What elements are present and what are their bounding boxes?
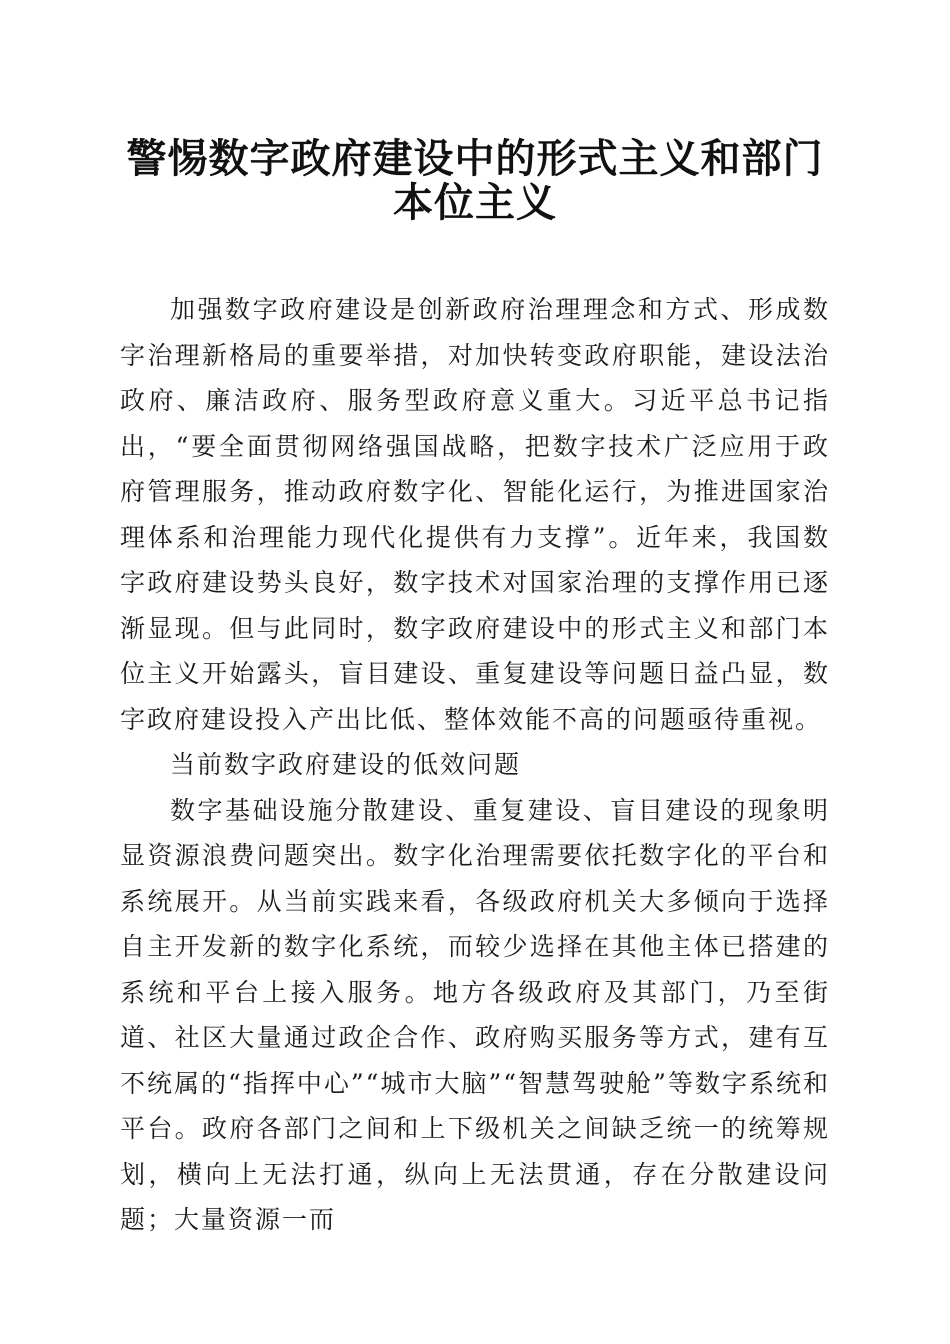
document-title: 警惕数字政府建设中的形式主义和部门本位主义 [126, 135, 824, 226]
document-body [120, 287, 830, 1243]
body-paragraph: 数字基础设施分散建设、重复建设、盲目建设的现象明显资源浪费问题突出。数字化治理需要依托数字化的平台和系统展开。从当前实践来看，各级政府机关大多倾向于选择自主开发新的数字化系统，而较少选择在其他主体已搭建的系统和平台上接入服务。地方各级政府及其部门，乃至街道、社区大量通过政企合作、政府购买服务等方式，建有互不统属的“指挥中心”“城市大脑”“智慧驾驶舱”等数字系统和平台。政府各部门之间和上下级机关之间缺乏统一的统筹规划，横向上无法打通，纵向上无法贯通，存在分散建设问题；大量资源一而 [120, 795, 830, 1234]
section-heading: 当前数字政府建设的低效问题 [170, 750, 522, 779]
intro-paragraph: 加强数字政府建设是创新政府治理理念和方式、形成数字治理新格局的重要举措，对加快转变政府职能，建设法治政府、廉洁政府、服务型政府意义重大。习近平总书记指出，“要全面贯彻网络强国战略，把数字技术广泛应用于政府管理服务，推动政府数字化、智能化运行，为推进国家治理体系和治理能力现代化提供有力支撑”。近年来，我国数字政府建设势头良好，数字技术对国家治理的支撑作用已逐渐显现。但与此同时，数字政府建设中的形式主义和部门本位主义开始露头，盲目建设、重复建设等问题日益凸显，数字政府建设投入产出比低、整体效能不高的问题亟待重视。 [120, 295, 830, 734]
